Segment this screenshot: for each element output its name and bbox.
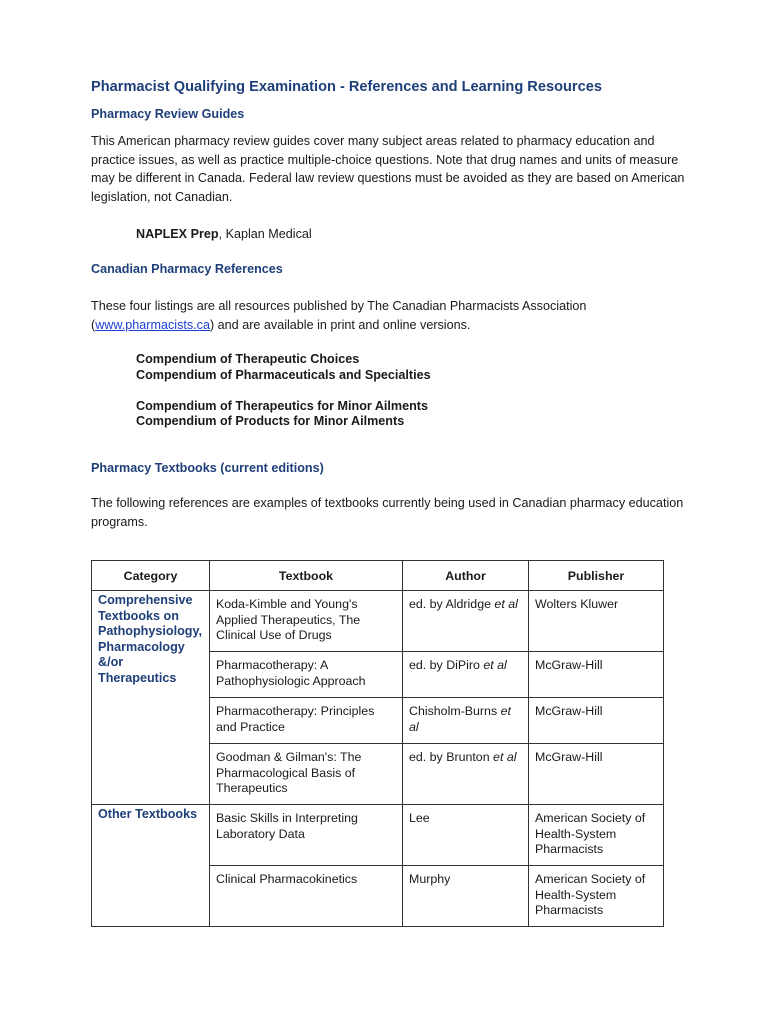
publisher-cell: Wolters Kluwer	[529, 591, 664, 652]
author-etal: et al	[409, 704, 511, 734]
author-name: Lee	[409, 811, 430, 825]
pharmacists-link[interactable]: www.pharmacists.ca	[95, 317, 210, 332]
canadian-refs-text-1: These four listings are all resources published by The Canadian Pharmacists Association (	[91, 299, 587, 332]
table-row	[92, 805, 664, 866]
table-header-row	[92, 561, 664, 591]
review-guides-paragraph: This American pharmacy review guides cover many subject areas related to pharmacy education and practice issues, as well as practice multiple-choice questions. Note that drug names and units of measure may be different in Canada. Federal law review questions must be avoided as they are based on American legislation, not Canadian.	[91, 134, 685, 205]
canadian-refs-paragraph	[91, 297, 686, 334]
publisher-cell: American Society of Health-System Pharmacists	[529, 866, 664, 927]
naplex-prep-item	[136, 227, 312, 241]
author-name: ed. by Aldridge	[409, 597, 495, 611]
textbooks-paragraph: The following references are examples of textbooks currently being used in Canadian pharmacy education programs.	[91, 496, 684, 529]
publisher-cell: McGraw-Hill	[529, 698, 664, 744]
author-cell	[403, 744, 529, 805]
author-name: Chisholm-Burns	[409, 704, 501, 718]
textbook-cell: Pharmacotherapy: A Pathophysiologic Approach	[210, 652, 403, 698]
textbook-cell: Koda-Kimble and Young's Applied Therapeutics, The Clinical Use of Drugs	[210, 591, 403, 652]
author-name: ed. by DiPiro	[409, 658, 484, 672]
compendium-item: Compendium of Therapeutic Choices	[136, 352, 360, 366]
publisher-cell: McGraw-Hill	[529, 652, 664, 698]
author-name: Murphy	[409, 872, 451, 886]
table-row	[92, 591, 664, 652]
author-cell	[403, 805, 529, 866]
author-cell	[403, 591, 529, 652]
author-cell	[403, 866, 529, 927]
header-category: Category	[92, 561, 210, 591]
naplex-publisher: , Kaplan Medical	[218, 227, 312, 241]
textbook-cell: Clinical Pharmacokinetics	[210, 866, 403, 927]
header-textbook: Textbook	[210, 561, 403, 591]
compendium-item: Compendium of Products for Minor Ailments	[136, 414, 405, 428]
author-etal: et al	[483, 658, 507, 672]
textbook-cell: Basic Skills in Interpreting Laboratory Data	[210, 805, 403, 866]
compendium-item: Compendium of Pharmaceuticals and Specialties	[136, 368, 431, 382]
author-cell	[403, 652, 529, 698]
document-title: Pharmacist Qualifying Examination - References and Learning Resources	[91, 79, 602, 95]
textbook-cell: Goodman & Gilman's: The Pharmacological Basis of Therapeutics	[210, 744, 403, 805]
publisher-cell: American Society of Health-System Pharmacists	[529, 805, 664, 866]
canadian-refs-heading: Canadian Pharmacy References	[91, 262, 283, 276]
header-author: Author	[403, 561, 529, 591]
author-name: ed. by Brunton	[409, 750, 494, 764]
textbooks-heading: Pharmacy Textbooks (current editions)	[91, 461, 324, 475]
header-publisher: Publisher	[529, 561, 664, 591]
author-etal: et al	[493, 750, 517, 764]
category-cell: Comprehensive Textbooks on Pathophysiology, Pharmacology &/or Therapeutics	[92, 591, 210, 805]
author-etal: et al	[494, 597, 518, 611]
canadian-refs-text-2: ) and are available in print and online versions.	[209, 317, 471, 332]
publisher-cell: McGraw-Hill	[529, 744, 664, 805]
review-guides-heading: Pharmacy Review Guides	[91, 107, 245, 121]
naplex-title: NAPLEX Prep	[136, 227, 219, 241]
textbooks-table	[91, 560, 664, 927]
author-cell	[403, 698, 529, 744]
textbook-cell: Pharmacotherapy: Principles and Practice	[210, 698, 403, 744]
compendium-item: Compendium of Therapeutics for Minor Ailments	[136, 399, 429, 413]
category-cell: Other Textbooks	[92, 805, 210, 927]
